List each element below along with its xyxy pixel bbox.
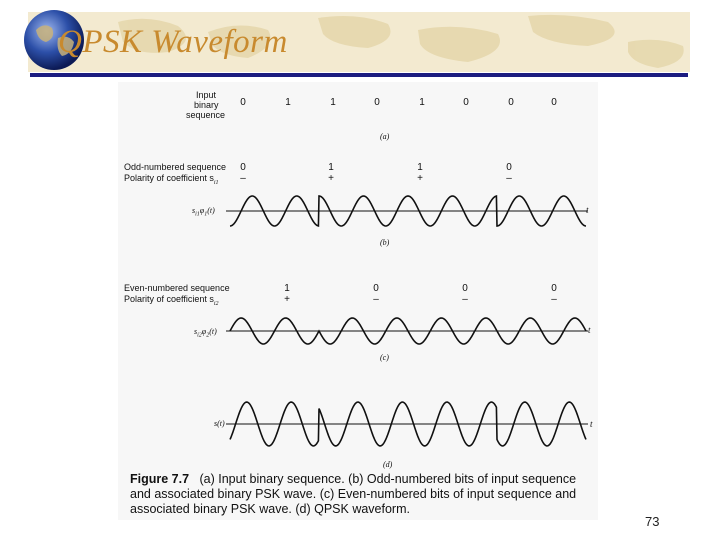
- even-bit: 0: [462, 283, 468, 294]
- odd-polarity-label: Polarity of coefficient $s_{i1}$: [124, 173, 219, 186]
- odd-bit: 1: [417, 162, 423, 173]
- panel-b-label: (b): [380, 238, 390, 247]
- page-number: 73: [645, 514, 660, 529]
- panel-d-signal-label: s(t): [214, 419, 225, 428]
- time-axis-label-c: t: [588, 325, 591, 335]
- even-sign: +: [284, 294, 290, 305]
- odd-sign: +: [328, 173, 334, 184]
- time-axis-label-d: t: [590, 419, 593, 429]
- figure-caption: [130, 472, 592, 517]
- even-bit: 1: [284, 283, 290, 294]
- even-sign: –: [551, 294, 557, 305]
- odd-bit: 1: [328, 162, 334, 173]
- caption-text: (a) Input binary sequence. (b) Odd-numbered bits of input sequence and associated binary PSK wave. (c) Even-numbered bits of input sequence and associated binary PSK wave. (d) QPSK waveform.: [130, 472, 577, 516]
- input-bit: 0: [508, 97, 514, 108]
- panel-a-label: (a): [380, 132, 390, 141]
- odd-sign: –: [240, 173, 246, 184]
- panel-d-label: (d): [383, 460, 393, 469]
- input-bit: 1: [419, 97, 425, 108]
- input-bit: 1: [330, 97, 336, 108]
- input-label-line1: Input: [196, 90, 217, 100]
- header-divider: [30, 73, 688, 77]
- input-bit: 0: [551, 97, 557, 108]
- input-bit: 0: [374, 97, 380, 108]
- time-axis-label-b: t: [586, 205, 589, 215]
- input-bit: 1: [285, 97, 291, 108]
- odd-sign: +: [417, 173, 423, 184]
- even-bit: 0: [373, 283, 379, 294]
- panel-c-signal-label: $s_{i2}\varphi_2(t)$: [194, 327, 217, 339]
- input-bit: 0: [463, 97, 469, 108]
- odd-bit: 0: [240, 162, 246, 173]
- input-label-line3: sequence: [186, 110, 226, 120]
- slide-title: QPSK Waveform: [58, 24, 288, 60]
- even-sequence-label: Even-numbered sequence: [124, 283, 230, 293]
- qpsk-figure: [118, 82, 598, 520]
- odd-sequence-label: Odd-numbered sequence: [124, 162, 227, 172]
- even-bit: 0: [551, 283, 557, 294]
- even-sign: –: [373, 294, 379, 305]
- even-sign: –: [462, 294, 468, 305]
- caption-figure-number: Figure 7.7: [130, 472, 190, 486]
- even-polarity-label: Polarity of coefficient $s_{i2}$: [124, 294, 219, 307]
- waveform-plots: [118, 82, 598, 520]
- odd-bit: 0: [506, 162, 512, 173]
- odd-sign: –: [506, 173, 512, 184]
- input-bit: 0: [240, 97, 246, 108]
- panel-c-label: (c): [380, 353, 389, 362]
- input-label-line2: binary: [194, 100, 219, 110]
- panel-b-signal-label: $s_{i1}\varphi_1(t)$: [192, 206, 215, 218]
